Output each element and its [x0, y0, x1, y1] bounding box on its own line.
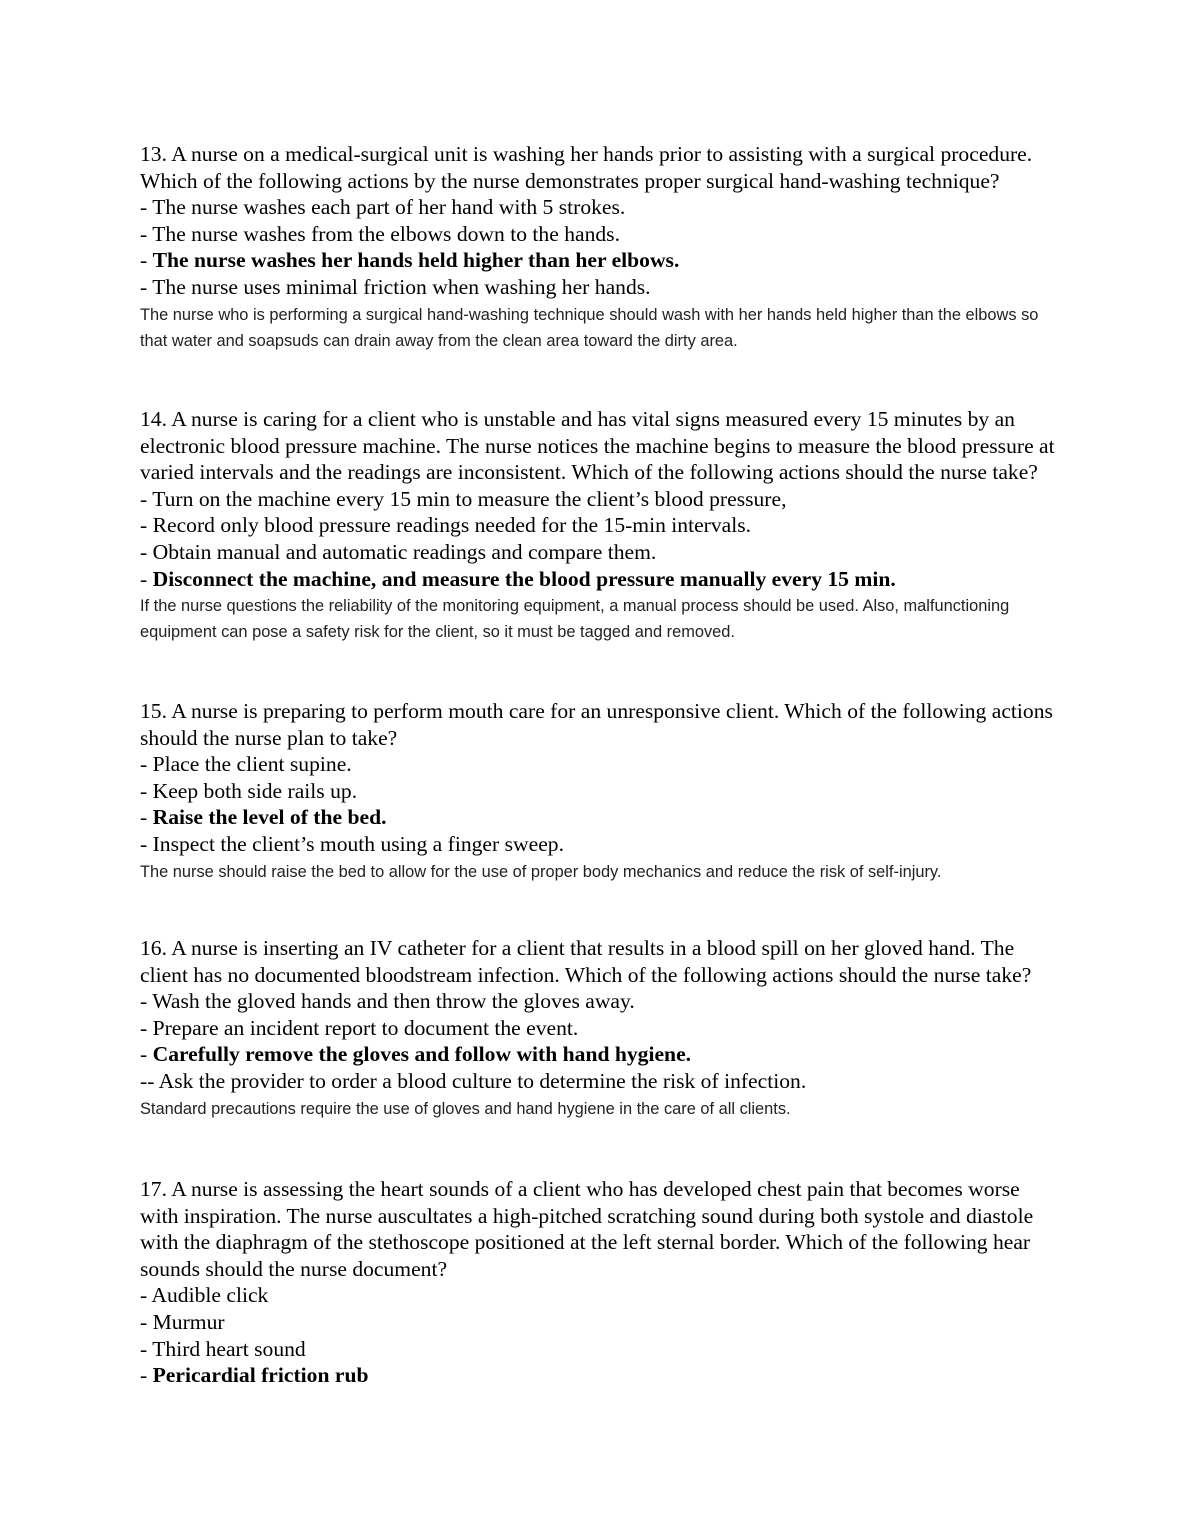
question-stem: 14. A nurse is caring for a client who is unstable and has vital signs measured every 15 minutes by an electronic blood pressure machine. The nurse notices the machine begins to measure the blood pressure at varied intervals and the readings are inconsistent. Which of the following actions should the nurse take? [140, 407, 1055, 485]
option-text: The nurse uses minimal friction when washing her hands. [152, 274, 651, 299]
option-bullet: - [140, 1363, 153, 1388]
question-block [140, 698, 1060, 885]
answer-option [140, 751, 1060, 778]
option-text: The nurse washes each part of her hand with 5 strokes. [152, 195, 626, 220]
option-text: Place the client supine. [152, 752, 352, 777]
option-text: Carefully remove the gloves and follow with hand hygiene. [152, 1042, 692, 1067]
answer-option [140, 1282, 1060, 1309]
option-text: Murmur [152, 1309, 225, 1334]
question-stem: 16. A nurse is inserting an IV catheter for a client that results in a blood spill on her gloved hand. The client has no documented bloodstream infection. Which of the following actions should the nurse take? [140, 936, 1032, 987]
question-block [140, 406, 1060, 645]
option-bullet: - [140, 221, 153, 246]
option-text: Inspect the client’s mouth using a finger sweep. [152, 831, 564, 856]
option-text: Disconnect the machine, and measure the blood pressure manually every 15 min. [152, 566, 896, 591]
option-bullet: - [140, 248, 153, 273]
option-text: The nurse washes from the elbows down to the hands. [152, 221, 620, 246]
option-bullet: - [140, 1309, 153, 1334]
answer-option [140, 512, 1060, 539]
option-bullet: - [140, 989, 153, 1014]
question-block [140, 141, 1060, 354]
question-stem: 13. A nurse on a medical-surgical unit is washing her hands prior to assisting with a surgical procedure. Which of the following actions by the nurse demonstrates proper surgical hand-washing technique? [140, 142, 1033, 193]
correct-answer-option [140, 1041, 1060, 1068]
option-bullet: - [140, 195, 153, 220]
option-bullet: -- [140, 1068, 159, 1093]
option-text: Pericardial friction rub [152, 1363, 369, 1388]
option-text: Wash the gloved hands and then throw the gloves away. [152, 989, 635, 1014]
option-text: Audible click [151, 1283, 269, 1308]
answer-option [140, 1309, 1060, 1336]
option-bullet: - [140, 1015, 153, 1040]
option-bullet: - [140, 539, 153, 564]
option-bullet: - [140, 778, 153, 803]
option-bullet: - [140, 1042, 153, 1067]
answer-rationale: The nurse should raise the bed to allow for the use of proper body mechanics and reduce the risk of self-injury. [140, 862, 942, 881]
option-text: Ask the provider to order a blood culture to determine the risk of infection. [158, 1068, 807, 1093]
option-bullet: - [140, 1283, 152, 1308]
option-bullet: - [140, 566, 153, 591]
answer-option [140, 1015, 1060, 1042]
answer-option [140, 486, 1060, 513]
option-bullet: - [140, 513, 153, 538]
question-block [140, 935, 1060, 1122]
option-text: Obtain manual and automatic readings and compare them. [152, 539, 657, 564]
answer-option [140, 778, 1060, 805]
option-text: Record only blood pressure readings needed for the 15-min intervals. [152, 513, 752, 538]
question-block [140, 1176, 1060, 1389]
correct-answer-option [140, 247, 1060, 274]
answer-option [140, 194, 1060, 221]
answer-option [140, 831, 1060, 858]
correct-answer-option [140, 1362, 1060, 1389]
answer-option [140, 1068, 1060, 1095]
answer-option [140, 539, 1060, 566]
option-bullet: - [140, 831, 153, 856]
correct-answer-option [140, 566, 1060, 593]
option-bullet: - [140, 486, 153, 511]
correct-answer-option [140, 804, 1060, 831]
answer-rationale: Standard precautions require the use of gloves and hand hygiene in the care of all clients. [140, 1099, 791, 1118]
option-bullet: - [140, 752, 153, 777]
answer-option [140, 221, 1060, 248]
option-text: The nurse washes her hands held higher than her elbows. [152, 248, 680, 273]
option-bullet: - [140, 1336, 153, 1361]
option-bullet: - [140, 805, 153, 830]
answer-rationale: If the nurse questions the reliability of the monitoring equipment, a manual process should be used. Also, malfunctioning equipment can pose a safety risk for the client, so it must be tagged and removed. [140, 597, 1010, 642]
option-text: Prepare an incident report to document the event. [152, 1015, 579, 1040]
option-bullet: - [140, 274, 153, 299]
option-text: Raise the level of the bed. [152, 805, 387, 830]
answer-option [140, 1336, 1060, 1363]
answer-rationale: The nurse who is performing a surgical hand-washing technique should wash with her hands held higher than the elbows so that water and soapsuds can drain away from the clean area toward the dirty area. [140, 305, 1039, 350]
option-text: Turn on the machine every 15 min to measure the client’s blood pressure, [152, 486, 787, 511]
question-stem: 17. A nurse is assessing the heart sounds of a client who has developed chest pain that becomes worse with inspiration. The nurse auscultates a high-pitched scratching sound during both systole and diastole with the diaphragm of the stethoscope positioned at the left sternal border. Which of the following hear sounds should the nurse document? [140, 1177, 1034, 1281]
option-text: Keep both side rails up. [152, 778, 358, 803]
answer-option [140, 988, 1060, 1015]
answer-option [140, 274, 1060, 301]
question-stem: 15. A nurse is preparing to perform mouth care for an unresponsive client. Which of the following actions should the nurse plan to take? [140, 699, 1053, 750]
option-text: Third heart sound [152, 1336, 306, 1361]
